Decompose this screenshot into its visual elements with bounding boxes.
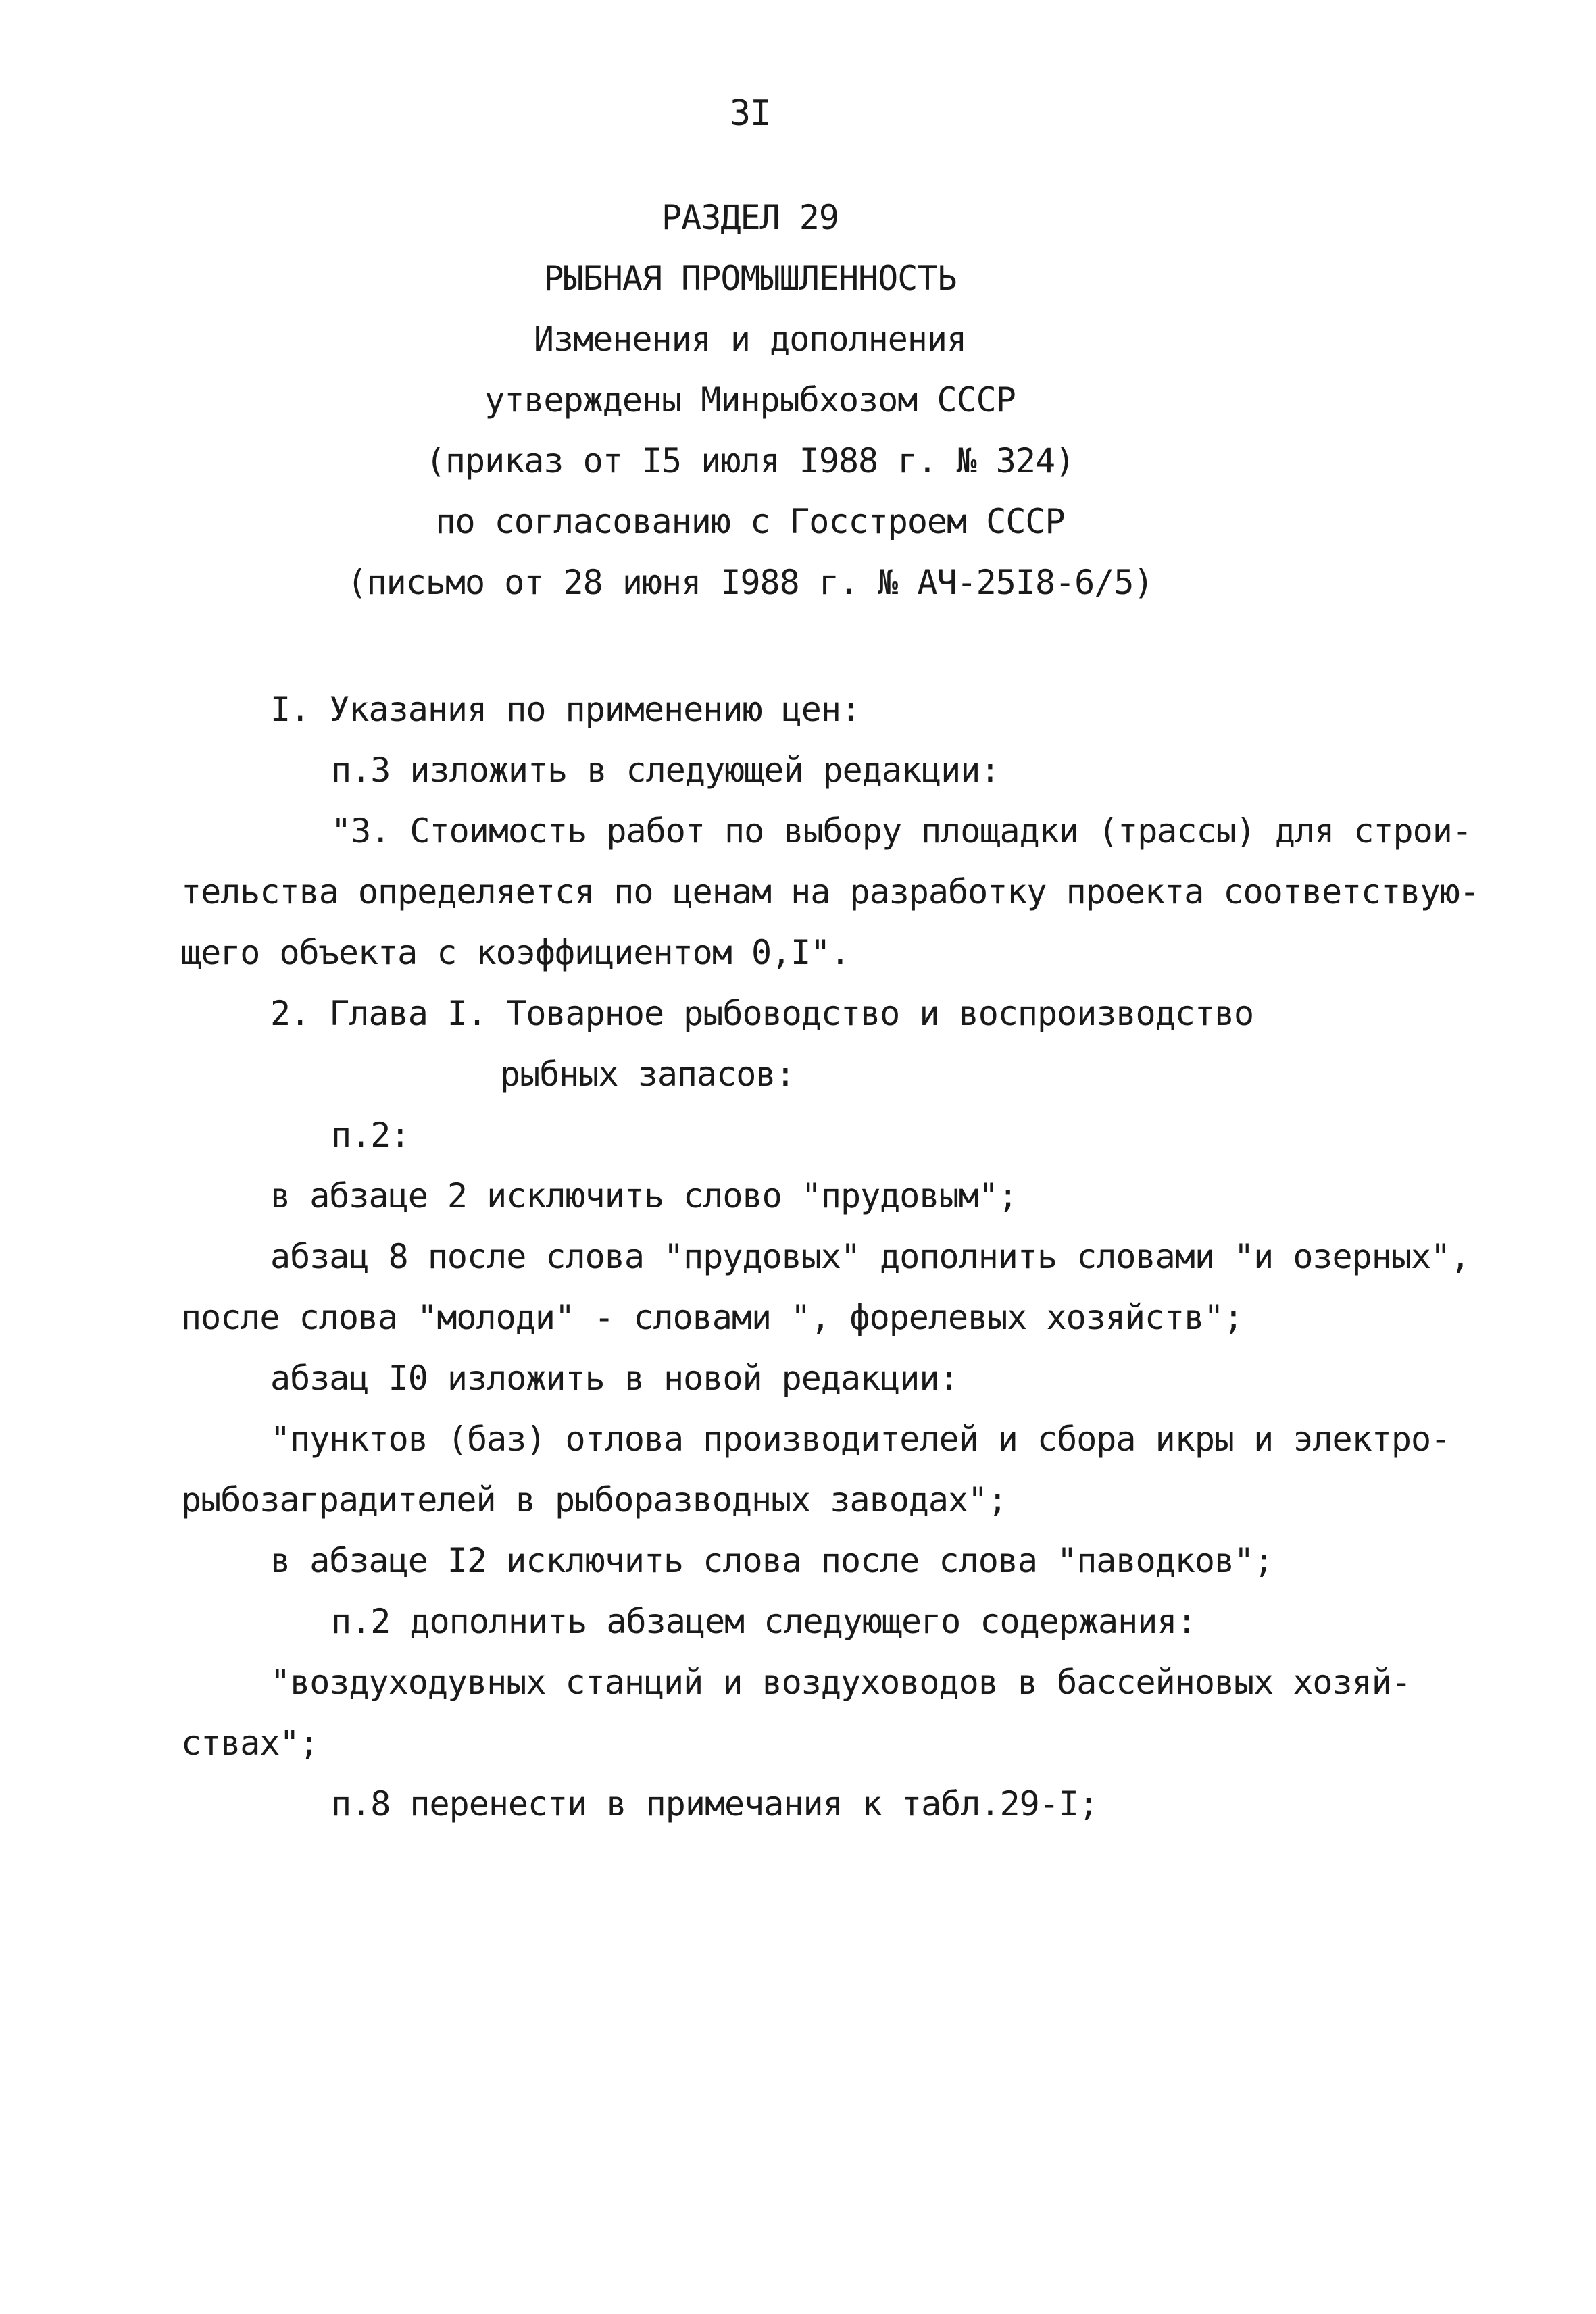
item-2-heading-line-2: рыбных запасов:: [500, 1055, 795, 1094]
paragraph-g-line-2: ствах";: [181, 1724, 319, 1763]
item-2-heading-line-1: 2. Глава I. Товарное рыбоводство и воспроизводство: [270, 994, 1254, 1033]
item-1-clause: п.3 изложить в следующей редакции:: [331, 751, 1000, 790]
paragraph-d-line-1: "пунктов (баз) отлова производителей и сбора икры и электро-: [270, 1419, 1451, 1459]
item-1-text-line-3: щего объекта с коэффициентом 0,I".: [181, 933, 850, 972]
paragraph-d-line-2: рыбозаградителей в рыборазводных заводах";: [181, 1480, 1007, 1519]
letter-line: (письмо от 28 июня I988 г. № АЧ-25I8-6/5): [347, 563, 1153, 602]
subtitle: Изменения и дополнения: [533, 320, 967, 359]
paragraph-a: в абзаце 2 исключить слово "прудовым";: [270, 1176, 1018, 1215]
paragraph-b-line-2: после слова "молоди" - словами ", форелевых хозяйств";: [181, 1298, 1243, 1337]
paragraph-h: п.8 перенести в примечания к табл.29-I;: [331, 1784, 1098, 1823]
page-number: 3I: [729, 93, 771, 134]
industry-title: РЫБНАЯ ПРОМЫШЛЕННОСТЬ: [543, 259, 957, 298]
item-1-heading: I. Указания по применению цен:: [270, 690, 861, 729]
section-title: РАЗДЕЛ 29: [662, 198, 839, 237]
paragraph-g-line-1: "воздуходувных станций и воздуховодов в бассейновых хозяй-: [270, 1663, 1411, 1702]
clause-p2: п.2:: [331, 1115, 410, 1155]
item-1-text-line-1: "3. Стоимость работ по выбору площадки (трассы) для строи-: [331, 811, 1472, 851]
paragraph-c: абзац I0 изложить в новой редакции:: [270, 1359, 959, 1398]
paragraph-f: п.2 дополнить абзацем следующего содержания:: [331, 1602, 1197, 1641]
agreement-line: по согласованию с Госстроем СССР: [435, 502, 1065, 541]
order-line: (приказ от I5 июля I988 г. № 324): [425, 441, 1075, 480]
paragraph-b-line-1: абзац 8 после слова "прудовых" дополнить словами "и озерных",: [270, 1237, 1470, 1276]
approved-line: утверждены Минрыбхозом СССР: [484, 380, 1016, 420]
paragraph-e: в абзаце I2 исключить слова после слова "паводков";: [270, 1541, 1274, 1580]
item-1-text-line-2: тельства определяется по ценам на разработку проекта соответствую-: [181, 872, 1479, 911]
